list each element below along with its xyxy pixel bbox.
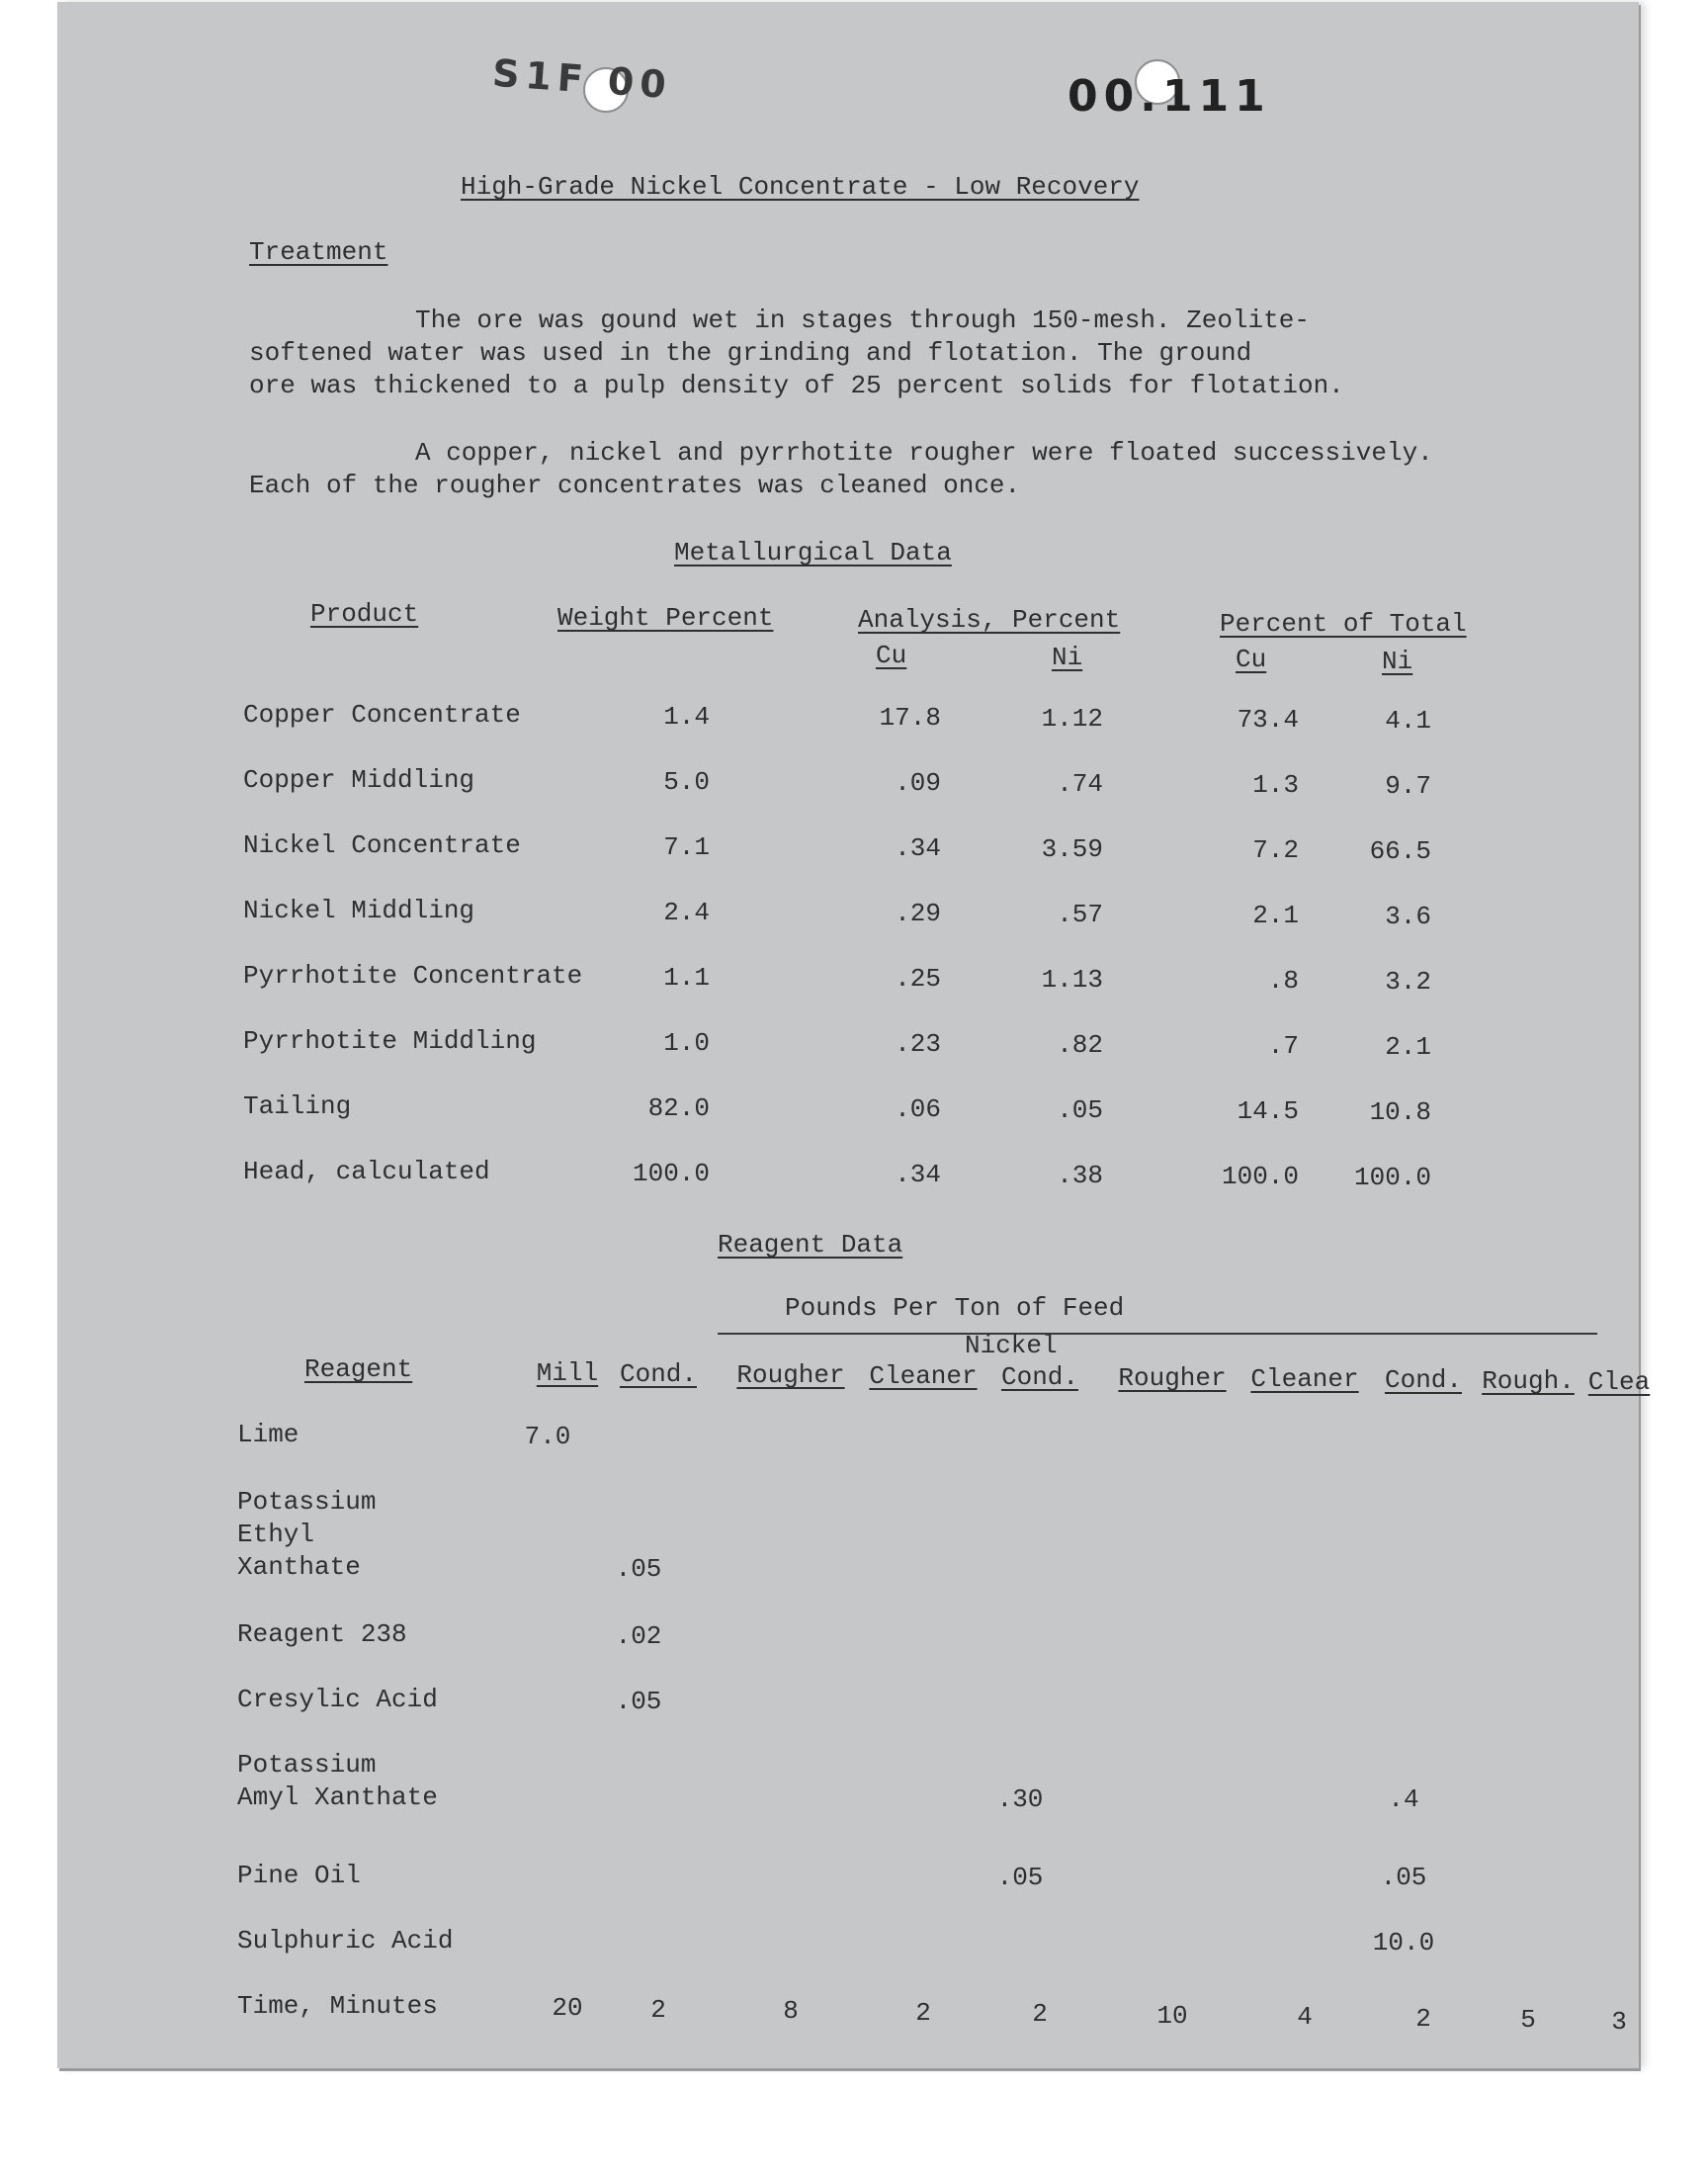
cell-total-ni: 100.0 [1353, 1163, 1431, 1192]
cell-reagent-value: 2 [650, 1994, 666, 2025]
col-header-reagent-1: Mill [536, 1358, 599, 1388]
cell-analysis-ni: .74 [1057, 769, 1103, 799]
col-header-weight: Weight Percent [557, 603, 774, 633]
col-header-percent-total: Percent of Total [1220, 609, 1467, 639]
reagent-group-nickel: Nickel [965, 1331, 1058, 1360]
cell-analysis-ni: .57 [1057, 900, 1103, 929]
cell-weight: 5.0 [663, 767, 710, 797]
cell-reagent-name: Ethyl [237, 1520, 315, 1549]
cell-reagent-value: 2 [1032, 1999, 1048, 2029]
cell-analysis-ni: 1.12 [1041, 704, 1103, 734]
cell-weight: 100.0 [632, 1159, 710, 1188]
cell-analysis-cu: .09 [895, 768, 941, 798]
cell-reagent-value: 8 [783, 1996, 799, 2026]
cell-reagent-value: .02 [615, 1621, 662, 1651]
cell-total-ni: 2.1 [1385, 1032, 1431, 1062]
cell-reagent-value: .05 [615, 1554, 662, 1584]
cell-total-cu: 7.2 [1252, 835, 1299, 865]
col-header-product: Product [310, 599, 419, 629]
cell-reagent-name: Potassium [237, 1750, 377, 1780]
cell-reagent-value: 5 [1520, 2005, 1536, 2035]
cell-reagent-value: 4 [1297, 2002, 1313, 2032]
cell-weight: 2.4 [663, 898, 710, 927]
cell-reagent-value: .05 [1380, 1863, 1427, 1892]
cell-product: Nickel Concentrate [243, 830, 521, 860]
cell-reagent-value: .30 [996, 1784, 1044, 1814]
col-header-reagent: Reagent [304, 1354, 413, 1384]
treatment-heading: Treatment [249, 237, 388, 267]
cell-reagent-value: 20 [552, 1993, 583, 2023]
page-title: High-Grade Nickel Concentrate - Low Recovery [461, 172, 1140, 202]
paragraph-line: ore was thickened to a pulp density of 25 percent solids for flotation. [249, 371, 1344, 400]
cell-analysis-cu: .29 [895, 899, 941, 928]
cell-reagent-value: 2 [915, 1997, 931, 2028]
stamp-number-left: S1F 00 [490, 50, 674, 108]
cell-analysis-ni: 3.59 [1041, 834, 1103, 864]
paragraph-line: A copper, nickel and pyrrhotite rougher were floated successively. [415, 438, 1433, 468]
cell-reagent-name: Cresylic Acid [237, 1685, 438, 1714]
cell-reagent-name: Time, Minutes [237, 1991, 438, 2021]
reagent-span-header: Pounds Per Ton of Feed [785, 1293, 1125, 1323]
cell-total-cu: .7 [1267, 1031, 1299, 1061]
cell-weight: 1.4 [663, 702, 710, 732]
cell-total-ni: 10.8 [1369, 1097, 1431, 1127]
cell-analysis-cu: .23 [895, 1029, 941, 1059]
cell-reagent-name: Amyl Xanthate [237, 1783, 438, 1812]
col-header-reagent-6: Rougher [1118, 1363, 1227, 1393]
cell-reagent-name: Xanthate [237, 1552, 361, 1582]
cell-product: Pyrrhotite Concentrate [243, 961, 583, 991]
cell-weight: 82.0 [647, 1093, 710, 1123]
cell-reagent-value: .4 [1388, 1784, 1419, 1814]
col-header-reagent-8: Cond. [1384, 1365, 1462, 1395]
cell-reagent-value: 7.0 [524, 1422, 571, 1451]
col-header-reagent-4: Cleaner [869, 1361, 978, 1391]
col-header-reagent-10: Clea [1587, 1367, 1651, 1397]
cell-analysis-cu: .25 [895, 964, 941, 994]
document-page [57, 2, 1651, 2068]
cell-reagent-value: 3 [1611, 2006, 1627, 2037]
col-header-analysis: Analysis, Percent [858, 605, 1121, 635]
reagent-heading: Reagent Data [718, 1230, 903, 1260]
cell-reagent-value: .05 [996, 1863, 1044, 1892]
cell-product: Copper Middling [243, 765, 475, 795]
cell-analysis-cu: .34 [895, 833, 941, 863]
cell-total-cu: 1.3 [1252, 770, 1299, 800]
col-header-total-ni: Ni [1382, 647, 1413, 676]
cell-reagent-value: 10 [1156, 2000, 1188, 2031]
cell-total-ni: 3.2 [1385, 967, 1431, 997]
cell-weight: 1.1 [663, 963, 710, 993]
cell-reagent-value: 2 [1415, 2003, 1431, 2034]
cell-reagent-name: Potassium [237, 1487, 377, 1517]
col-header-reagent-7: Cleaner [1250, 1364, 1359, 1394]
cell-analysis-cu: .34 [895, 1160, 941, 1189]
cell-weight: 7.1 [663, 832, 710, 862]
cell-product: Copper Concentrate [243, 700, 521, 730]
cell-total-cu: 100.0 [1221, 1162, 1299, 1191]
reagent-span-rule [718, 1333, 1597, 1335]
col-header-analysis-ni: Ni [1052, 643, 1083, 672]
cell-total-ni: 9.7 [1385, 771, 1431, 801]
paragraph-line: The ore was gound wet in stages through 150-mesh. Zeolite- [415, 305, 1310, 335]
cell-total-cu: 14.5 [1237, 1096, 1299, 1126]
col-header-reagent-2: Cond. [619, 1359, 697, 1389]
paragraph-line: Each of the rougher concentrates was cleaned once. [249, 471, 1021, 500]
paragraph-line: softened water was used in the grinding and flotation. The ground [249, 338, 1252, 368]
cell-total-ni: 3.6 [1385, 902, 1431, 931]
cell-analysis-cu: .06 [895, 1094, 941, 1124]
col-header-reagent-5: Cond. [1000, 1362, 1078, 1392]
cell-analysis-ni: .82 [1057, 1030, 1103, 1060]
col-header-total-cu: Cu [1236, 645, 1267, 674]
cell-analysis-ni: .05 [1057, 1095, 1103, 1125]
cell-total-cu: .8 [1267, 966, 1299, 996]
treatment-paragraph-1 [249, 304, 1344, 402]
cell-reagent-name: Lime [237, 1420, 299, 1449]
cell-analysis-cu: 17.8 [879, 703, 941, 733]
col-header-analysis-cu: Cu [876, 641, 907, 670]
cell-product: Tailing [243, 1091, 352, 1121]
cell-total-ni: 66.5 [1369, 836, 1431, 866]
cell-total-cu: 73.4 [1237, 705, 1299, 735]
stamp-number-right: 00.111 [1068, 71, 1271, 122]
col-header-reagent-9: Rough. [1482, 1366, 1575, 1396]
cell-total-cu: 2.1 [1252, 901, 1299, 930]
cell-reagent-value: .05 [615, 1687, 662, 1716]
cell-reagent-name: Pine Oil [237, 1861, 361, 1890]
cell-product: Pyrrhotite Middling [243, 1026, 537, 1056]
cell-total-ni: 4.1 [1385, 706, 1431, 736]
treatment-paragraph-2 [249, 437, 1433, 502]
cell-product: Nickel Middling [243, 896, 475, 925]
cell-analysis-ni: 1.13 [1041, 965, 1103, 995]
col-header-reagent-3: Rougher [736, 1360, 845, 1390]
cell-product: Head, calculated [243, 1157, 490, 1186]
cell-weight: 1.0 [663, 1028, 710, 1058]
cell-reagent-value: 10.0 [1372, 1928, 1435, 1958]
metallurgical-heading: Metallurgical Data [674, 538, 952, 567]
cell-reagent-name: Reagent 238 [237, 1619, 407, 1649]
cell-analysis-ni: .38 [1057, 1161, 1103, 1190]
cell-reagent-name: Sulphuric Acid [237, 1926, 454, 1956]
